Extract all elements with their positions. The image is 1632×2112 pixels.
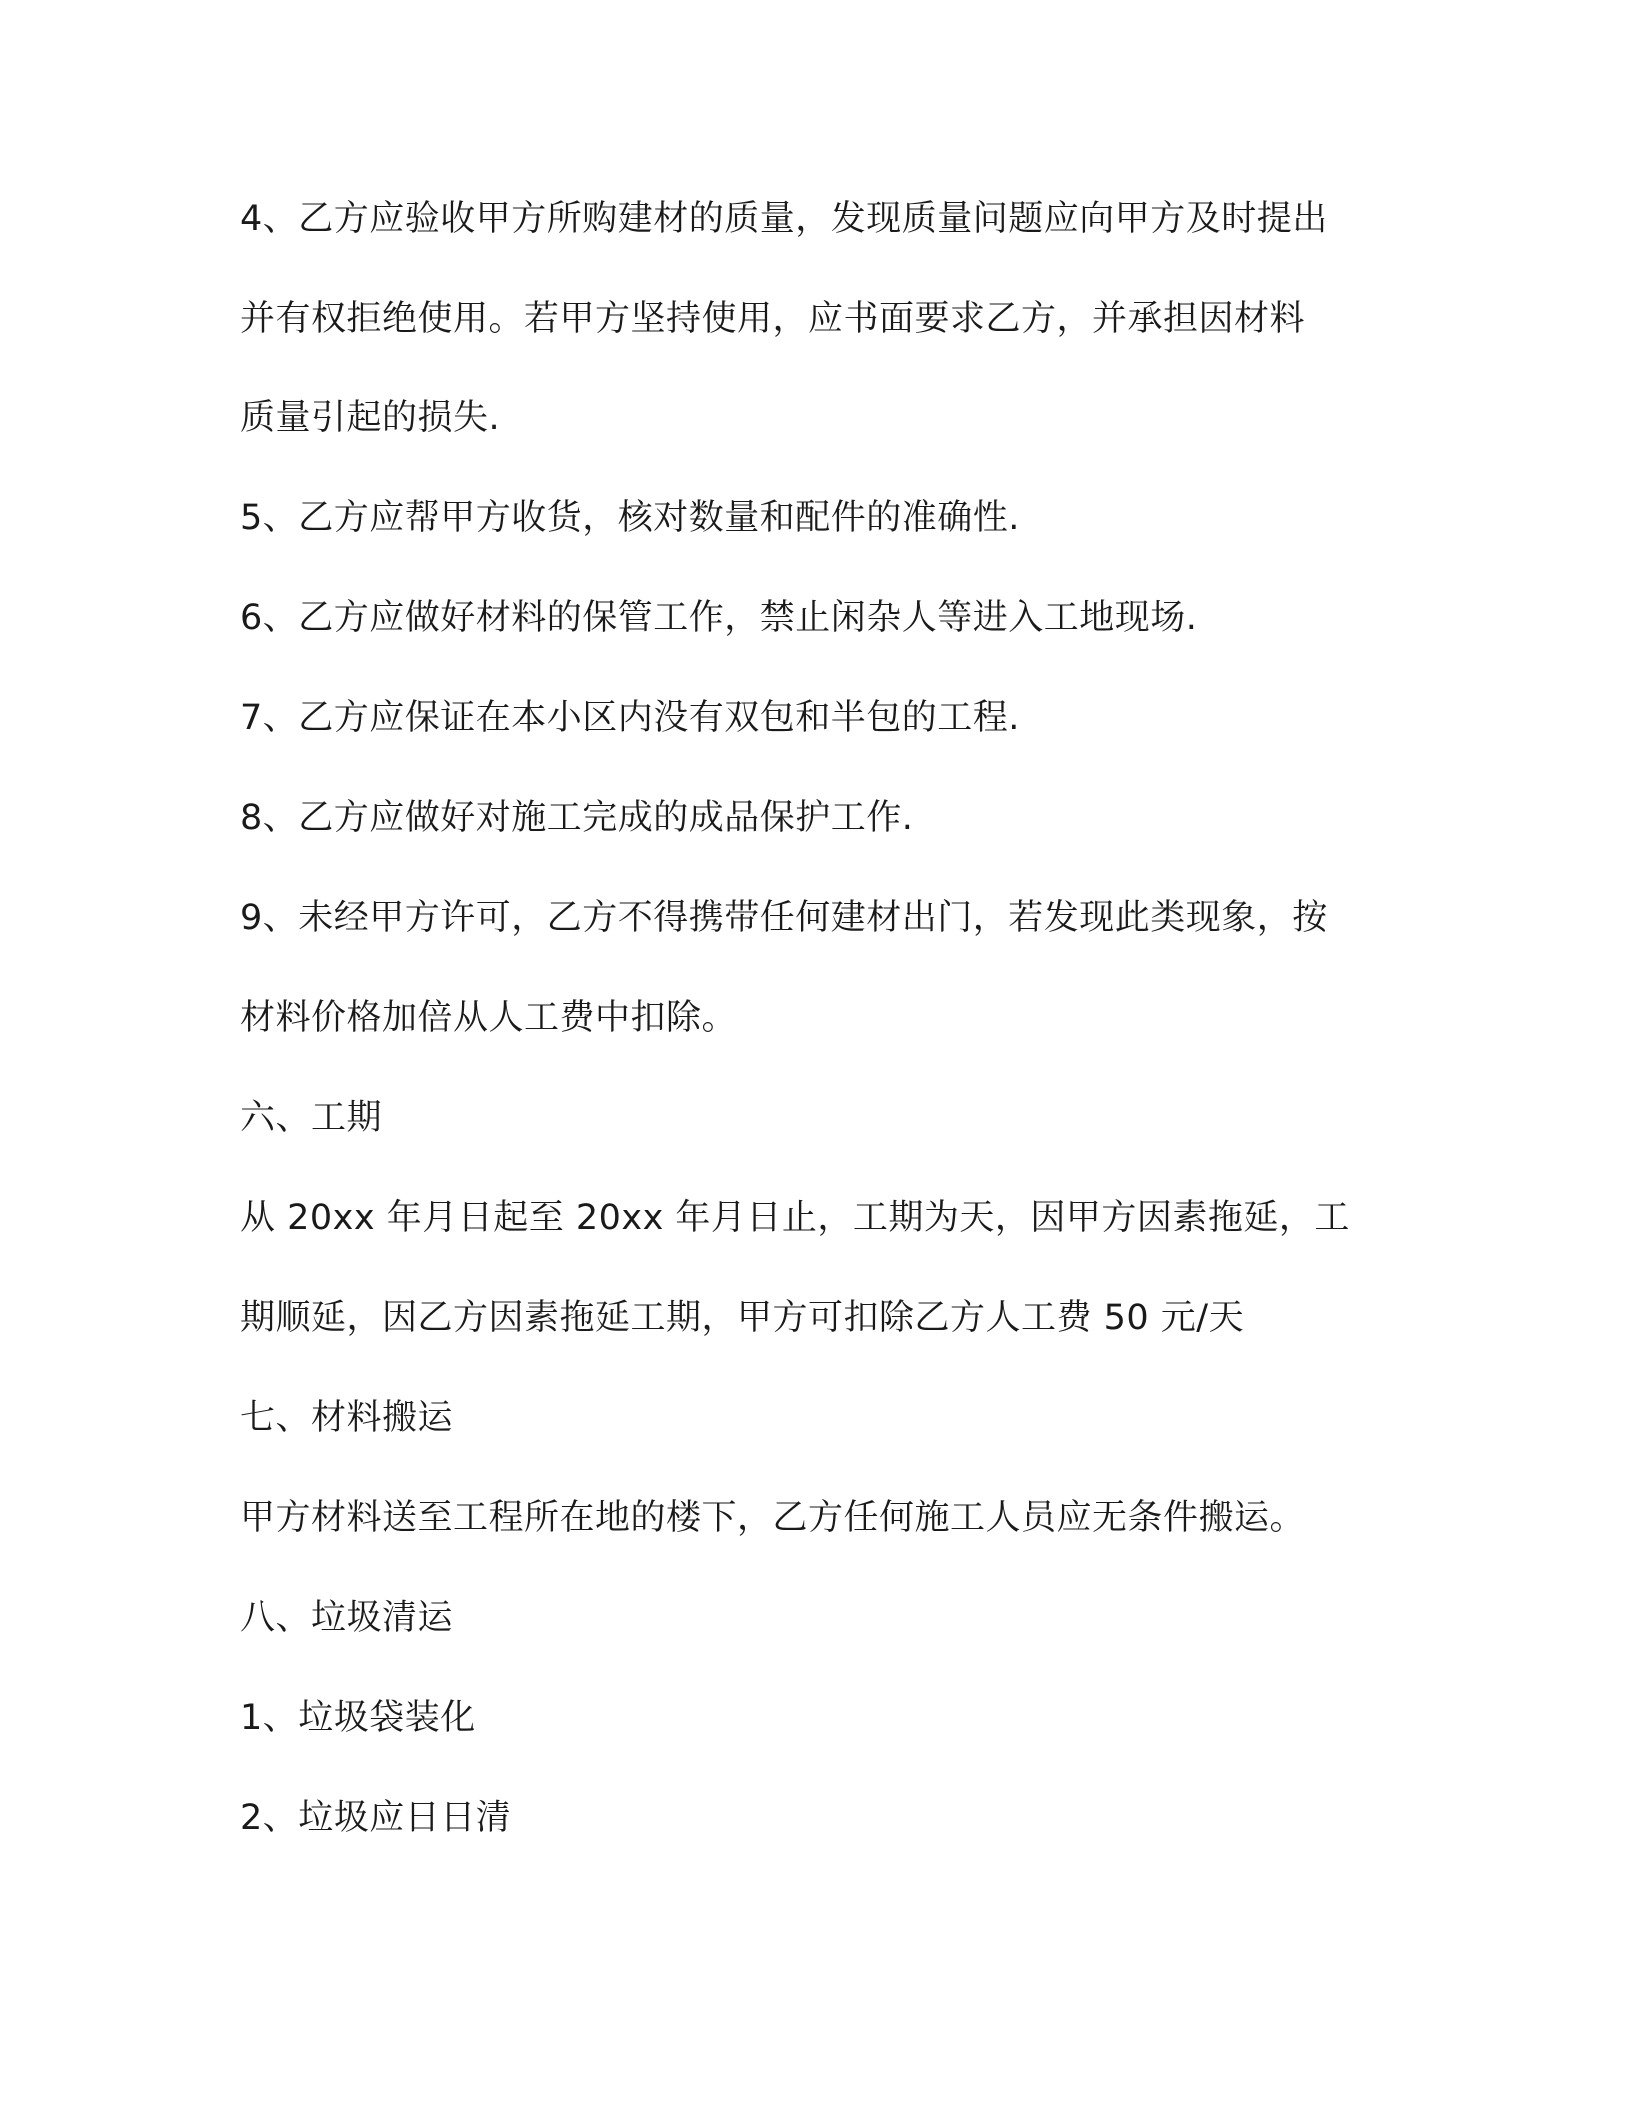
clause-4-line-1: 4、乙方应验收甲方所购建材的质量，发现质量问题应向甲方及时提出	[240, 199, 1328, 239]
section-heading-waste-removal: 八、垃圾清运	[240, 1598, 454, 1638]
waste-item-2: 2、垃圾应日日清	[240, 1798, 512, 1838]
schedule-text-line-1: 从 20xx 年月日起至 20xx 年月日止，工期为天，因甲方因素拖延，工	[240, 1198, 1350, 1238]
clause-5: 5、乙方应帮甲方收货，核对数量和配件的准确性.	[240, 498, 1020, 538]
clause-9-line-1: 9、未经甲方许可，乙方不得携带任何建材出门，若发现此类现象，按	[240, 898, 1328, 938]
clause-7: 7、乙方应保证在本小区内没有双包和半包的工程.	[240, 698, 1020, 738]
schedule-text-line-2: 期顺延，因乙方因素拖延工期，甲方可扣除乙方人工费 50 元/天	[240, 1298, 1245, 1338]
clause-4-line-2: 并有权拒绝使用。若甲方坚持使用，应书面要求乙方，并承担因材料	[240, 299, 1306, 339]
material-handling-text: 甲方材料送至工程所在地的楼下，乙方任何施工人员应无条件搬运。	[240, 1498, 1306, 1538]
clause-4-line-3: 质量引起的损失.	[240, 398, 501, 438]
clause-8: 8、乙方应做好对施工完成的成品保护工作.	[240, 798, 914, 838]
section-heading-material-handling: 七、材料搬运	[240, 1398, 454, 1438]
clause-6: 6、乙方应做好材料的保管工作，禁止闲杂人等进入工地现场.	[240, 598, 1198, 638]
section-heading-schedule: 六、工期	[240, 1098, 383, 1138]
clause-9-line-2: 材料价格加倍从人工费中扣除。	[240, 998, 738, 1038]
waste-item-1: 1、垃圾袋装化	[240, 1698, 476, 1738]
